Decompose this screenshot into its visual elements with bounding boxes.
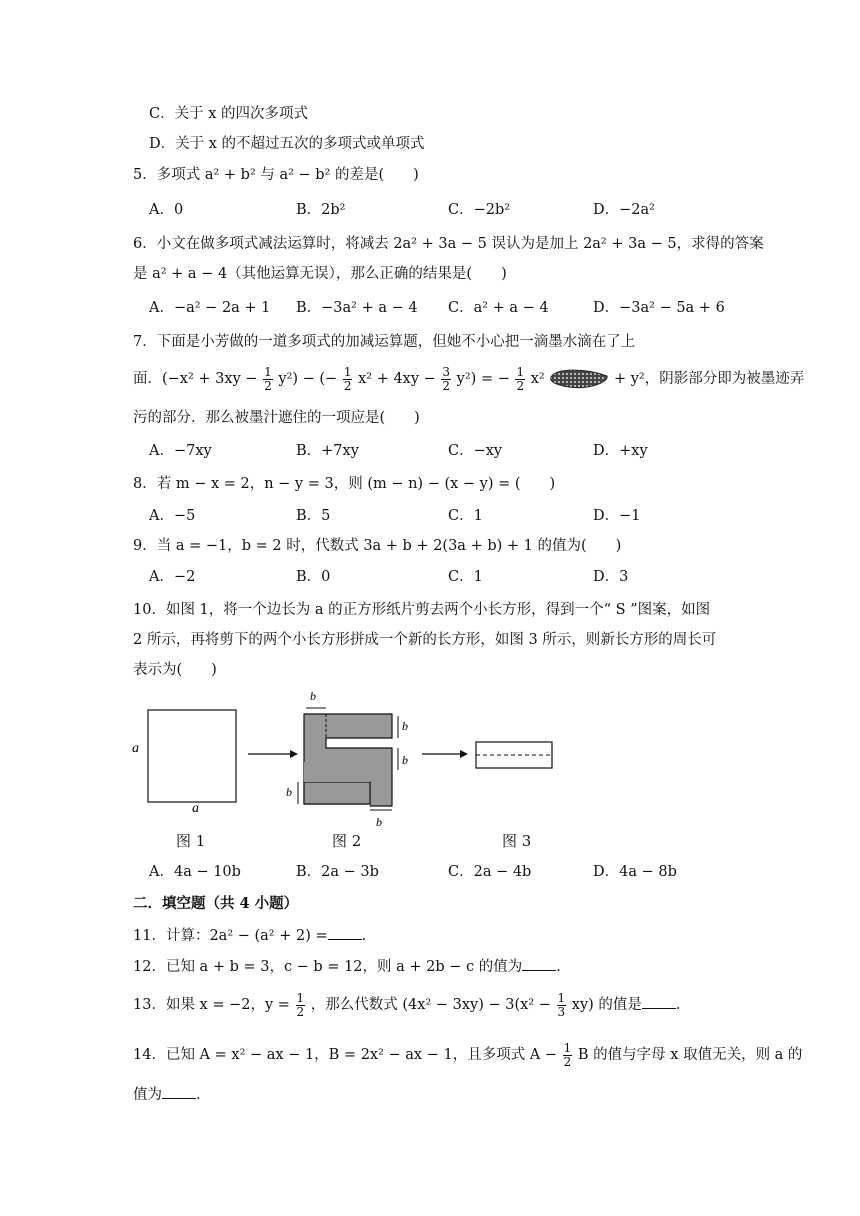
q13-mid: ，那么代数式 (4x² − 3xy) − 3(x² − [310,997,551,1013]
arrow-2-head [460,750,468,758]
q5-option-b: B．2b² [296,202,346,218]
q14-frac-half: $\frac{1}{2}$ [563,1040,572,1069]
q11-line: 11．计算：2a² − (a² + 2) = . [133,925,366,946]
fig3-caption: 图 3 [502,832,532,850]
q13-line: 13．如果 x = −2，y = $\frac{1}{2}$ ，那么代数式 (4x² − 3xy) − 3(x² − $\frac{1}{3}$ xy) 的值是 . [133,990,681,1019]
q7-option-c: C．−xy [448,443,503,459]
q13-mid2: xy) 的值是 [571,997,642,1013]
section-2-title: 二．填空题（共 4 小题） [133,895,299,912]
q10-option-d: D．4a − 8b [593,864,677,880]
fig2-label-b-bottom: b [376,815,382,829]
q11-stem: 11．计算：2a² − (a² + 2) = [133,928,328,944]
fig1-caption: 图 1 [176,832,206,850]
fig1-square [148,710,236,802]
q5-option-a: A．0 [149,202,184,218]
fig2-label-b-right2: b [402,753,408,767]
q7-expr-mid3: y²) = − [456,371,510,387]
q6-option-d: D．−3a² − 5a + 6 [593,300,725,316]
q5-option-d: D．−2a² [593,202,655,218]
q7-expr-start: 面．(−x² + 3xy − [133,371,258,387]
q13-frac-y: $\frac{1}{2}$ [296,990,305,1019]
q14-answer-blank[interactable] [162,1084,196,1099]
fig2-caption: 图 2 [332,832,362,850]
q7-option-d: D．+xy [593,443,648,459]
q9-option-a: A．−2 [149,569,196,585]
q7-expr-mid1: y²) − (− [278,371,338,387]
q7-option-a: A．−7xy [149,443,212,459]
q7-frac-2: $\frac{1}{2}$ [343,364,352,393]
q11-answer-blank[interactable] [328,925,362,940]
q12-line: 12．已知 a + b = 3，c − b = 12，则 a + 2b − c 的值为 . [133,956,561,977]
q10-line1: 10．如图 1，将一个边长为 a 的正方形纸片剪去两个小长方形，得到一个“ S ”图案，如图 [133,602,711,618]
q7-expr-mid2: x² + 4xy − [358,371,436,387]
q12-stem: 12．已知 a + b = 3，c − b = 12，则 a + 2b − c 的值为 [133,959,523,975]
q9-option-b: B．0 [296,569,331,585]
q7-frac-3: $\frac{3}{2}$ [442,364,451,393]
q5-stem: 5．多项式 a² + b² 与 a² − b² 的差是( ) [133,167,419,183]
q10-option-b: B．2a − 3b [296,864,379,880]
q7-line1: 7．下面是小芳做的一道多项式的加减运算题，但她不小心把一滴墨水滴在了上 [133,334,636,350]
q7-expr-mid4: x² [530,371,545,387]
q5-option-c: C．−2b² [448,202,511,218]
fig2-label-b-top: b [310,689,316,703]
q8-option-d: D．−1 [593,508,641,524]
q4-option-c: C．关于 x 的四次多项式 [149,106,308,122]
q6-option-b: B．−3a² + a − 4 [296,300,418,316]
q10-line3: 表示为( ) [133,662,217,678]
q7-frac-4: $\frac{1}{2}$ [516,364,525,393]
q8-option-a: A．−5 [149,508,196,524]
q14-mid: B 的值与字母 x 取值无关，则 a 的 [577,1047,803,1063]
q6-line2: 是 a² + a − 4（其他运算无误），那么正确的结果是( ) [133,266,507,282]
q8-option-c: C．1 [448,508,483,524]
q9-option-d: D．3 [593,569,629,585]
q14-line2: 值为 . [133,1084,201,1105]
fig2-label-b-left: b [286,785,292,799]
fig1-label-a-bottom: a [192,801,199,816]
q14-line1 [133,1038,802,1072]
q10-line2: 2 所示，再将剪下的两个小长方形拼成一个新的长方形，如图 3 所示，则新长方形的周长可 [133,632,717,648]
q6-option-a: A．−a² − 2a + 1 [149,300,271,316]
q7-option-b: B．+7xy [296,443,359,459]
q9-option-c: C．1 [448,569,483,585]
q10-option-a: A．4a − 10b [149,864,241,880]
fig1-label-a-left: a [132,741,139,756]
q7-expr-end: + y²，阴影部分即为被墨迹弄 [613,371,805,387]
q13-answer-blank[interactable] [642,994,676,1009]
q13-frac-third: $\frac{1}{3}$ [557,990,566,1019]
q10-option-c: C．2a − 4b [448,864,532,880]
fig2-label-b-right1: b [402,719,408,733]
q6-option-c: C．a² + a − 4 [448,300,549,316]
ink-blot-icon [549,368,609,390]
q13-start: 13．如果 x = −2，y = [133,997,290,1013]
q7-line3: 污的部分．那么被墨汁遮住的一项应是( ) [133,410,420,426]
q6-line1: 6．小文在做多项式减法运算时，将减去 2a² + 3a − 5 误认为是加上 2a² + 3a − 5，求得的答案 [133,236,764,252]
q10-figures [130,686,570,836]
q9-stem: 9．当 a = −1，b = 2 时，代数式 3a + b + 2(3a + b) + 1 的值为( ) [133,538,622,554]
q12-answer-blank[interactable] [522,956,556,971]
q4-option-d: D．关于 x 的不超过五次的多项式或单项式 [149,136,425,152]
arrow-1-head [290,750,298,758]
q14-start: 14．已知 A = x² − ax − 1，B = 2x² − ax − 1，且多项式 A − [133,1047,558,1063]
q8-option-b: B．5 [296,508,331,524]
q7-frac-1: $\frac{1}{2}$ [264,364,272,393]
q8-stem: 8．若 m − x = 2，n − y = 3，则 (m − n) − (x − y) = ( ) [133,476,556,492]
q7-line2 [133,362,804,396]
